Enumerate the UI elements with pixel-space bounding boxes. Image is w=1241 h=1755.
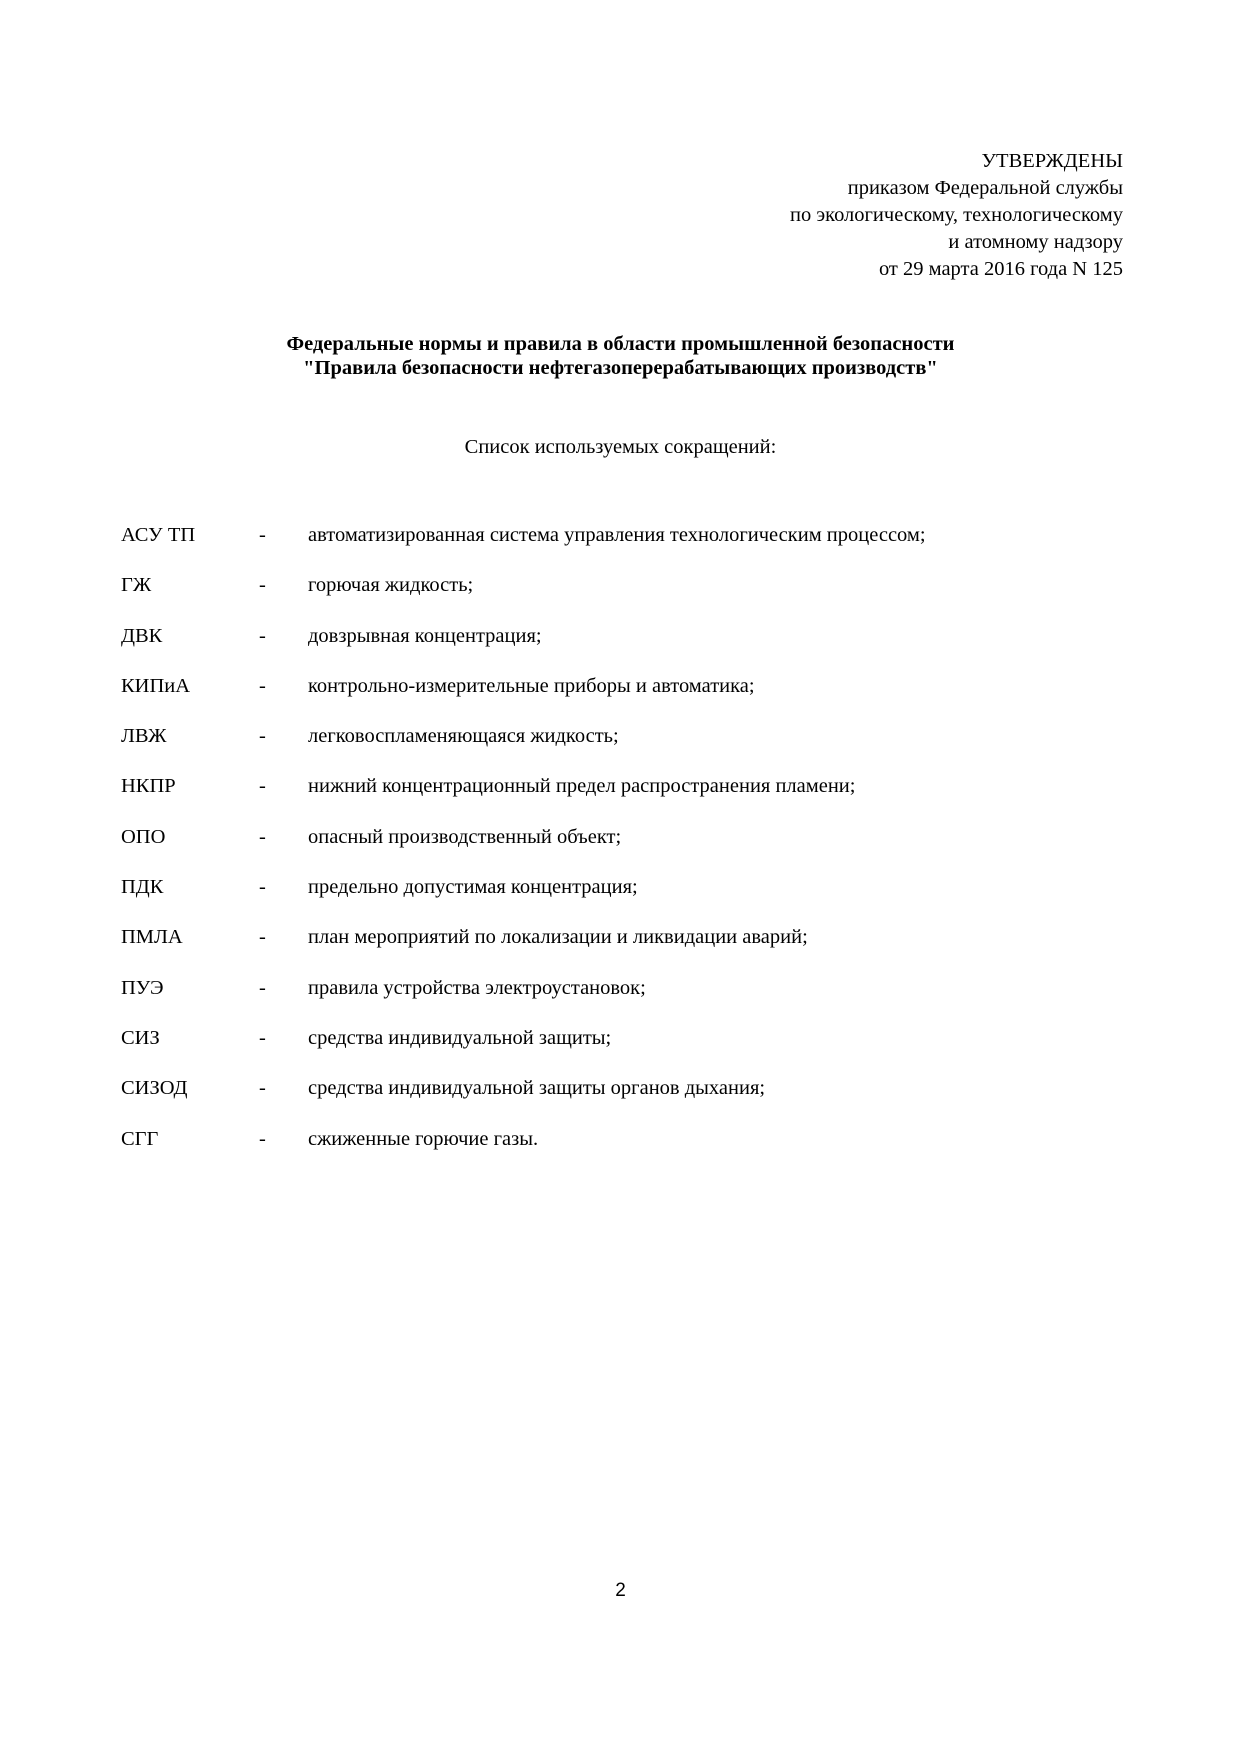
approval-heading: УТВЕРЖДЕНЫ [981,150,1123,172]
abbreviations-heading: Список используемых сокращений: [464,436,777,458]
abbreviation-definition: довзрывная концентрация; [308,624,542,647]
abbreviation-term: ДВК [121,624,163,647]
abbreviation-separator: - [259,574,266,597]
abbreviation-term: ПДК [121,876,164,899]
abbreviation-definition: легковоспламеняющаяся жидкость; [308,725,619,748]
abbreviation-row [121,724,1121,774]
abbreviation-row [121,674,1121,724]
abbreviation-row [121,573,1121,623]
abbreviation-separator: - [259,876,266,899]
abbreviation-separator: - [259,674,266,697]
abbreviation-separator: - [259,725,266,748]
approval-line: по экологическому, технологическому [790,204,1123,226]
abbreviation-term: ПМЛА [121,926,183,949]
approval-block [790,148,1123,283]
abbreviation-row [121,875,1121,925]
abbreviation-separator: - [259,1127,266,1150]
abbreviation-definition: средства индивидуальной защиты; [308,1026,612,1049]
abbreviation-row [121,523,1121,573]
abbreviation-row [121,825,1121,875]
abbreviation-separator: - [259,1026,266,1049]
approval-line: приказом Федеральной службы [847,177,1123,199]
abbreviation-definition: средства индивидуальной защиты органов дыхания; [308,1077,766,1100]
abbreviation-row [121,1076,1121,1126]
abbreviations-list [121,523,1121,1177]
abbreviation-separator: - [259,624,266,647]
document-title [0,332,1241,380]
abbreviation-term: СГГ [121,1127,159,1150]
abbreviation-definition: предельно допустимая концентрация; [308,876,638,899]
abbreviation-definition: правила устройства электроустановок; [308,976,646,999]
abbreviation-separator: - [259,775,266,798]
abbreviation-row [121,976,1121,1026]
title-line: "Правила безопасности нефтегазоперерабатывающих производств" [303,357,938,379]
abbreviation-term: НКПР [121,775,176,798]
abbreviation-definition: план мероприятий по локализации и ликвидации аварий; [308,926,808,949]
abbreviation-row [121,774,1121,824]
abbreviation-separator: - [259,1077,266,1100]
abbreviation-separator: - [259,926,266,949]
abbreviation-separator: - [259,524,266,546]
abbreviation-row [121,1127,1121,1177]
abbreviation-term: ГЖ [121,574,152,597]
abbreviation-definition: горючая жидкость; [308,574,474,597]
abbreviation-term: КИПиА [121,674,191,697]
title-line: Федеральные нормы и правила в области промышленной безопасности [286,333,955,355]
abbreviation-term: ОПО [121,825,166,848]
abbreviation-term: СИЗОД [121,1077,188,1100]
page-number: 2 [615,1580,626,1601]
abbreviation-definition: контрольно-измерительные приборы и автоматика; [308,674,755,697]
abbreviation-term: АСУ ТП [121,524,196,546]
abbreviation-term: ЛВЖ [121,725,167,748]
abbreviation-definition: автоматизированная система управления технологическим процессом; [308,524,926,546]
abbreviation-term: ПУЭ [121,976,164,999]
abbreviation-row [121,925,1121,975]
abbreviation-row [121,1026,1121,1076]
abbreviation-separator: - [259,825,266,848]
abbreviation-separator: - [259,976,266,999]
approval-date: от 29 марта 2016 года N 125 [878,258,1123,280]
abbreviation-definition: опасный производственный объект; [308,825,622,848]
abbreviation-term: СИЗ [121,1026,160,1049]
abbreviation-row [121,624,1121,674]
abbreviation-definition: нижний концентрационный предел распространения пламени; [308,775,856,798]
abbreviation-definition: сжиженные горючие газы. [308,1127,539,1150]
approval-line: и атомному надзору [948,231,1123,253]
